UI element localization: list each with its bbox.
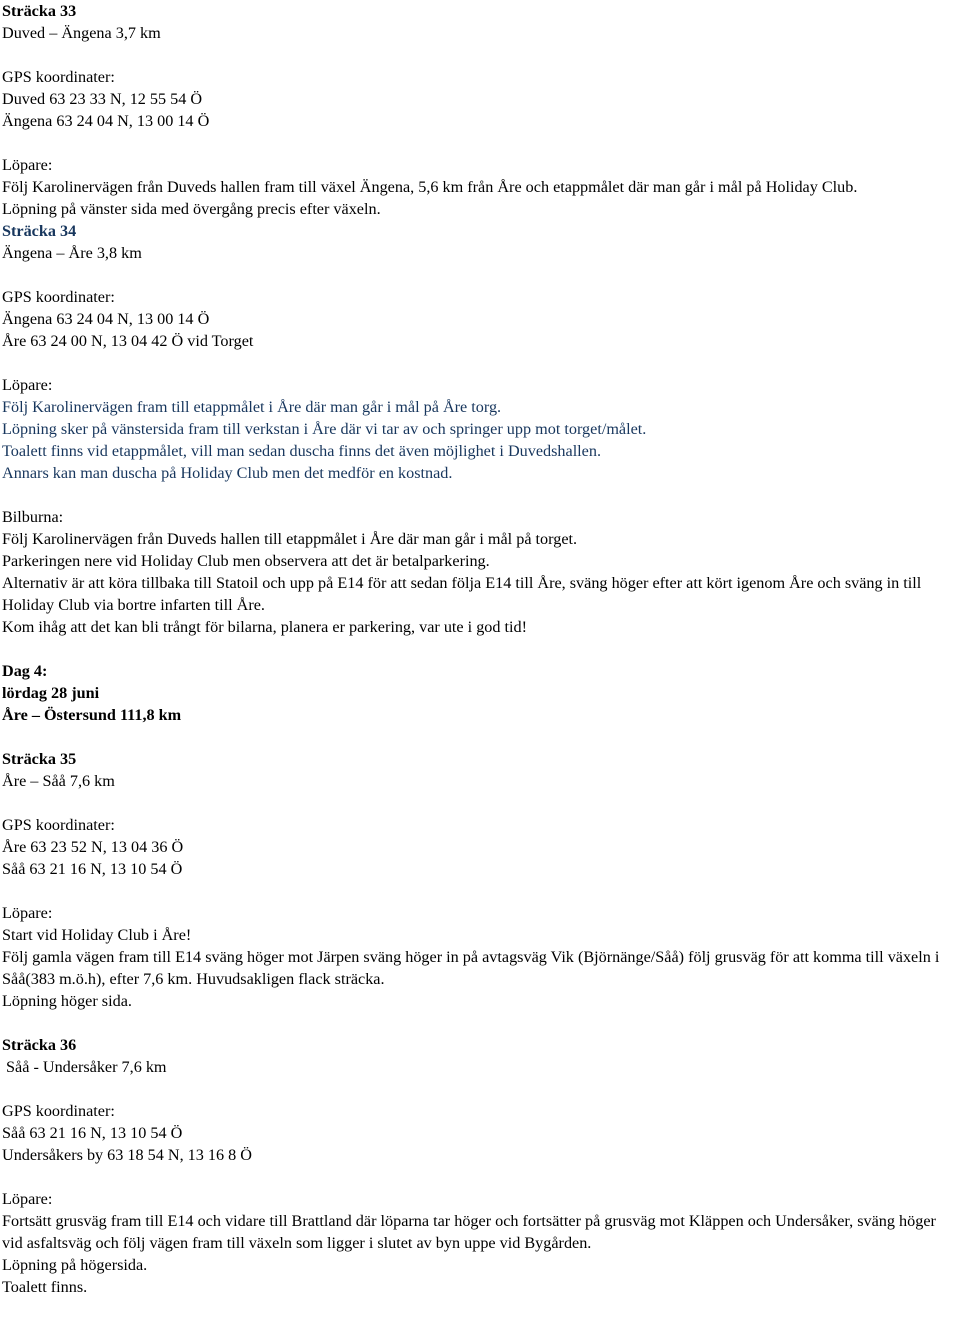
s33-runner-text: Följ Karolinervägen från Duveds hallen fram till växel Ängena, 5,6 km från Åre och etappmålet där man går i mål på Holiday Club. xyxy=(2,178,858,196)
day4-route: Åre – Östersund 111,8 km xyxy=(2,706,182,724)
s34-runner-4: Annars kan man duscha på Holiday Club men det medför en kostnad. xyxy=(2,464,453,482)
s34-runner-1: Följ Karolinervägen fram till etappmålet i Åre där man går i mål på Åre torg. xyxy=(2,398,502,416)
s35-title: Sträcka 35 xyxy=(2,750,77,768)
day4-label: Dag 4: xyxy=(2,662,48,680)
s36-title: Sträcka 36 xyxy=(2,1036,77,1054)
s36-runner-text: Fortsätt grusväg fram till E14 och vidare till Brattland där löparna tar höger och fortsätter på grusväg mot Kläppen och Undersåker, sväng höger vid asfaltsväg och följ vägen fram till växeln som ligger i slutet av byn uppe vid Bygården. xyxy=(2,1212,936,1252)
day4-date: lördag 28 juni xyxy=(2,684,100,702)
s33-title: Sträcka 33 xyxy=(2,2,77,20)
s34-runner-3: Toalett finns vid etappmålet, vill man sedan duscha finns det även möjlighet i Duvedshallen. xyxy=(2,442,602,460)
s34-cars-1: Följ Karolinervägen från Duveds hallen till etappmålet i Åre där man går i mål på torget. xyxy=(2,530,578,548)
s34-gps-2: Åre 63 24 00 N, 13 04 42 Ö vid Torget xyxy=(2,332,254,350)
s35-gps-1: Åre 63 23 52 N, 13 04 36 Ö xyxy=(2,838,184,856)
s36-runner-text-3: Toalett finns. xyxy=(2,1278,88,1296)
s36-route: Såå - Undersåker 7,6 km xyxy=(2,1058,167,1076)
s33-route: Duved – Ängena 3,7 km xyxy=(2,24,161,42)
s36-gps-1: Såå 63 21 16 N, 13 10 54 Ö xyxy=(2,1124,183,1142)
s36-gps-label: GPS koordinater: xyxy=(2,1102,115,1120)
s34-runner-label: Löpare: xyxy=(2,376,53,394)
s34-title: Sträcka 34 xyxy=(2,222,77,240)
s33-runner-label: Löpare: xyxy=(2,156,53,174)
s36-gps-2: Undersåkers by 63 18 54 N, 13 16 8 Ö xyxy=(2,1146,252,1164)
s34-cars-label: Bilburna: xyxy=(2,508,64,526)
s33-runner-text-2: Löpning på vänster sida med övergång precis efter växeln. xyxy=(2,200,381,218)
s34-cars-note: Kom ihåg att det kan bli trångt för bilarna, planera er parkering, var ute i god tid! xyxy=(2,618,528,636)
s35-runner-text: Följ gamla vägen fram till E14 sväng höger mot Järpen sväng höger in på avtagsväg Vik (Björnänge/Såå) följ grusväg för att komma till växeln i Såå(383 m.ö.h), efter 7,6 km. Huvudsakligen flack sträcka. xyxy=(2,948,940,988)
s34-runner-2: Löpning sker på vänstersida fram till verkstan i Åre där vi tar av och springer upp mot torget/målet. xyxy=(2,420,647,438)
s35-gps-2: Såå 63 21 16 N, 13 10 54 Ö xyxy=(2,860,183,878)
s34-cars-alternative: Alternativ är att köra tillbaka till Statoil och upp på E14 för att sedan följa E14 till Åre, sväng höger efter att kört igenom Åre och sväng in till Holiday Club via bortre infarten till Åre. xyxy=(2,574,922,614)
s34-gps-label: GPS koordinater: xyxy=(2,288,115,306)
s36-runner-text-2: Löpning på högersida. xyxy=(2,1256,148,1274)
s35-runner-label: Löpare: xyxy=(2,904,53,922)
s34-gps-1: Ängena 63 24 04 N, 13 00 14 Ö xyxy=(2,310,210,328)
s33-gps-1: Duved 63 23 33 N, 12 55 54 Ö xyxy=(2,90,203,108)
s34-route: Ängena – Åre 3,8 km xyxy=(2,244,142,262)
s33-gps-label: GPS koordinater: xyxy=(2,68,115,86)
s35-start: Start vid Holiday Club i Åre! xyxy=(2,926,192,944)
s35-gps-label: GPS koordinater: xyxy=(2,816,115,834)
s34-cars-2: Parkeringen nere vid Holiday Club men observera att det är betalparkering. xyxy=(2,552,490,570)
s35-runner-text-2: Löpning höger sida. xyxy=(2,992,132,1010)
s36-runner-label: Löpare: xyxy=(2,1190,53,1208)
s33-gps-2: Ängena 63 24 04 N, 13 00 14 Ö xyxy=(2,112,210,130)
s35-route: Åre – Såå 7,6 km xyxy=(2,772,115,790)
